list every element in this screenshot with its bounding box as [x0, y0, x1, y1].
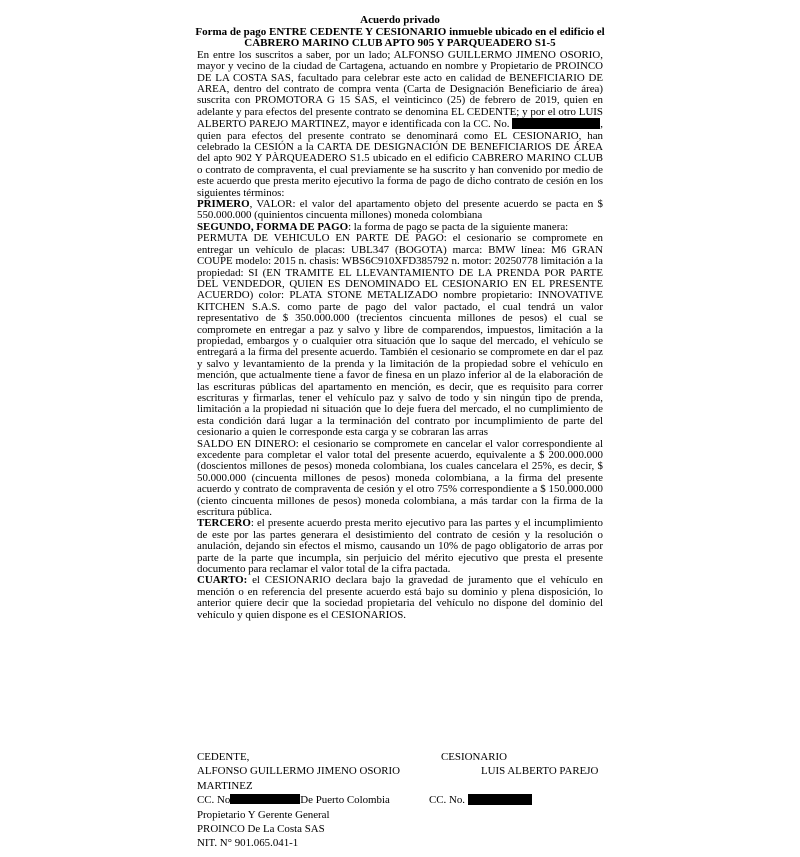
cedente-name-cont: MARTINEZ: [197, 779, 253, 792]
document-title: [187, 15, 613, 50]
redaction-bar: [512, 118, 600, 129]
intro-paragraph: [197, 50, 603, 199]
cedente-signature-block: [197, 750, 400, 851]
clause-primero: [197, 199, 603, 222]
cedente-nit: NIT. N° 901.065.041-1: [197, 837, 299, 850]
clause-text: : el presente acuerdo presta merito ejecutivo para las partes y el incumplimiento de este por las partes generara el desistimiento del contrato de cesión y la resolución o anulación, dejando sin efectos el mismo, causando un 10% de pago obligatorio de arras por parte de la parte que incumpla, sin perjuicio del mérito ejecutivo que presta el presente documento para reclamar el valor total de la cifra pactada.: [197, 517, 603, 576]
cedente-company: PROINCO De La Costa SAS: [197, 823, 325, 836]
redaction-bar: [230, 794, 300, 804]
clause-label: SEGUNDO, FORMA DE PAGO: [197, 220, 349, 233]
clause-tercero: [197, 518, 603, 575]
cesionario-name: LUIS ALBERTO PAREJO: [481, 765, 599, 777]
redaction-bar: [468, 794, 532, 805]
permuta-paragraph: PERMUTA DE VEHICULO EN PARTE DE PAGO: el cesionario se compromete en entregar un vehículo de placas: UBL347 (BOGOTA) marca: BMW línea: M6 GRAN COUPE modelo: 2015 n. chasis: WBS6C910XFD385792 n. motor: 20250778 limitación a la propiedad: SI (EN TRAMITE EL LLEVANTAMIENTO DE LA PRENDA POR PARTE DEL VENDEDOR, QUIEN ES DENOMINADO EL CESIONARIO EN EL PRESENTE ACUERDO) color: PLATA STONE METALIZADO nombre propietario: INNOVATIVE KITCHEN S.A.S. como parte de pago del valor pactado, el cual tendrá un valor representativo de $ 350.000.000 (trecientos cincuenta millones de pesos) el cual se compromete en entregar a paz y salvo y libre de comparendos, impuestos, limitación a la propiedad, embargos y o cualquier otra situación que lo saque del mercado, el vehículo se entregará a la firma del presente acuerdo. También el cesionario se compromete en dar el paz y salvo y levantamiento de la prenda y la limitación de la propiedad sobre el vehículo en mención, que actualmente tiene a favor de finesa en un plazo inferior al de la elaboración de las escrituras públicas del apartamento en mención, es decir, que es requisito para correr escrituras y firmarlas, tener el vehículo paz y salvo de todo y sin ningún tipo de prenda, limitación a la propiedad ni situación que lo deje fuera del mercado, el no cumplimiento de esta condición dará lugar a la terminación del contrato por incumplimiento de parte del cesionario a quien le corresponde esta carga y se cobraran las arras: [197, 232, 603, 439]
clause-cuarto: [197, 575, 603, 621]
cesionario-id-block: [429, 793, 532, 807]
clause-text: , VALOR: el valor del apartamento objeto del presente acuerdo se pacta en $ 550.000.000 (quinientos cincuenta millones) moneda colombiana: [197, 198, 603, 222]
intro-text-2: , quien para efectos del presente contrato se denominará como EL CESIONARIO, han celebrado la CESIÓN a la CARTA DE DESIGNACIÓN DE BENEFICIARIOS DE ÁREA del apto 902 Y PÀRQUEADERO S1.5 ubicado en el edificio CABRERO MARINO CLUB o contrato de compraventa, el cual previamente se ha suscrito y han convenido por medio de este acuerdo que presta merito ejecutivo la forma de pago de dicho contrato de cesión en los siguientes términos:: [197, 118, 603, 199]
subtitle: Forma de pago ENTRE CEDENTE Y CESIONARIO inmueble ubicado en el edificio el CABRERO MARINO CLUB APTO 905 Y PARQUEADERO S1-5: [195, 25, 605, 50]
document-body: [197, 15, 603, 621]
clause-text: : la forma de pago se pacta de la siguiente manera:: [348, 220, 569, 233]
cc-place: De Puerto Colombia: [300, 794, 390, 807]
cedente-title: Propietario Y Gerente General: [197, 808, 330, 821]
cedente-role: CEDENTE,: [197, 751, 250, 763]
cesionario-role-block: [441, 750, 507, 764]
cc-label: CC. No: [197, 794, 231, 807]
clause-text: el CESIONARIO declara bajo la gravedad de juramento que el vehículo en mención o en referencia del presente acuerdo está bajo su dominio y plena disposición, lo anterior quiere decir que la sociedad propietaria del vehículo no dispone del dominio del vehículo y quien dispone es el CESIONARIOS.: [197, 574, 603, 621]
clause-label: PRIMERO: [197, 198, 250, 211]
clause-label: CUARTO:: [197, 574, 248, 587]
cesionario-role: CESIONARIO: [441, 751, 507, 763]
saldo-paragraph: SALDO EN DINERO: el cesionario se compromete en cancelar el valor correspondiente al excedente para completar el valor total del presente acuerdo, equivalente a $ 200.000.000 (doscientos millones de pesos) moneda colombiana, los cuales cancelara el 25%, es decir, $ 50.000.000 (cincuenta millones de pesos) moneda colombiana, a la firma del presente acuerdo y contrato de compraventa de cesión y el otro 75% correspondiente a $ 150.000.000 (ciento cincuenta millones de pesos) moneda colombiana, a más tardar con la firma de la escritura pública.: [197, 437, 603, 519]
cedente-id: [197, 793, 400, 807]
cesionario-name-block: [481, 764, 598, 778]
cedente-name: ALFONSO GUILLERMO JIMENO OSORIO: [197, 765, 400, 778]
intro-text-1: En entre los suscritos a saber, por un lado; ALFONSO GUILLERMO JIMENO OSORIO, mayor y vecino de la ciudad de Cartagena, actuando en nombre y Propietario de PROINCO DE LA COSTA SAS, facultado para celebrar este acto en calidad de BENEFICIARIO DE AREA, dentro del contrato de compra venta (Carta de Designación Beneficiario de área) suscrita con PROMOTORA G 15 SAS, el veinticinco (25) de febrero de 2019, quien en adelante y para efectos del presente contrato se denomina EL CEDENTE; y por el otro LUIS ALBERTO PAREJO MARTINEZ, mayor e identificada con la CC. No.: [197, 48, 603, 131]
title-line: Acuerdo privado: [360, 14, 440, 26]
clause-label: TERCERO: [197, 517, 251, 530]
cesionario-id: [429, 793, 532, 807]
cc-label: CC. No.: [429, 794, 466, 806]
